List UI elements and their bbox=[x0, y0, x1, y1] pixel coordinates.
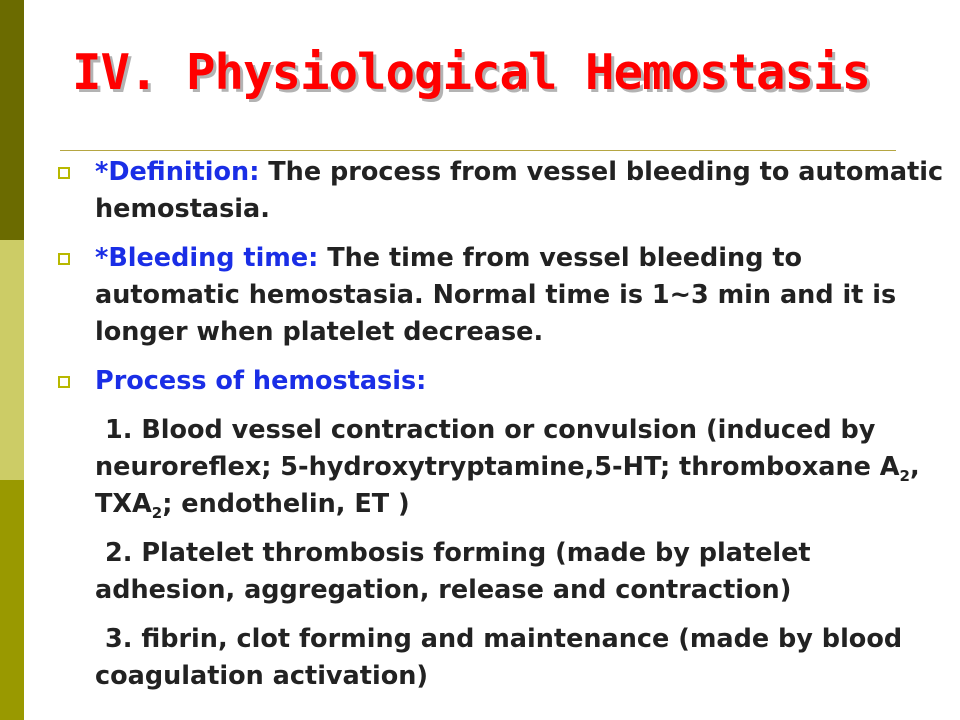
step-2-text: Platelet thrombosis forming (made by platelet adhesion, aggregation, release and contraction) bbox=[95, 538, 811, 605]
square-bullet-icon bbox=[58, 167, 70, 179]
definition-text: The process from vessel bleeding to automatic hemostasia. bbox=[95, 157, 944, 224]
square-bullet-icon bbox=[58, 376, 70, 388]
step-number: 2. bbox=[105, 538, 133, 568]
process-step-1 bbox=[58, 412, 948, 523]
definition-label: *Definition: bbox=[95, 157, 260, 187]
step-1-text-c: ; endothelin, ET ) bbox=[162, 489, 410, 519]
slide-body bbox=[58, 154, 948, 707]
side-bar-bottom bbox=[0, 480, 24, 720]
title-divider bbox=[60, 150, 896, 151]
step-3-text: fibrin, clot forming and maintenance (made by blood coagulation activation) bbox=[95, 624, 903, 691]
process-label: Process of hemostasis: bbox=[95, 366, 427, 396]
slide-title: IV. Physiological Hemostasis bbox=[72, 44, 871, 101]
side-bar-middle bbox=[0, 240, 24, 480]
bleeding-time-label: *Bleeding time: bbox=[95, 243, 319, 273]
bullet-definition bbox=[58, 154, 948, 228]
step-number: 3. bbox=[105, 624, 133, 654]
bleeding-time-text: The time from vessel bleeding to automatic hemostasia. Normal time is 1~3 min and it is longer when platelet decrease. bbox=[95, 243, 897, 347]
step-1-text-a: Blood vessel contraction or convulsion (induced by neuroreflex; 5-hydroxytryptamine,5-HT; thromboxane A bbox=[95, 415, 900, 482]
subscript: 2 bbox=[151, 504, 163, 523]
side-bar-top bbox=[0, 0, 24, 240]
bullet-bleeding-time bbox=[58, 240, 948, 351]
step-1-text-b: , TXA bbox=[95, 452, 920, 519]
bullet-process bbox=[58, 363, 948, 400]
subscript: 2 bbox=[899, 467, 910, 486]
process-step-3 bbox=[58, 621, 948, 695]
process-step-2 bbox=[58, 535, 948, 609]
step-number: 1. bbox=[105, 415, 133, 445]
square-bullet-icon bbox=[58, 253, 70, 265]
